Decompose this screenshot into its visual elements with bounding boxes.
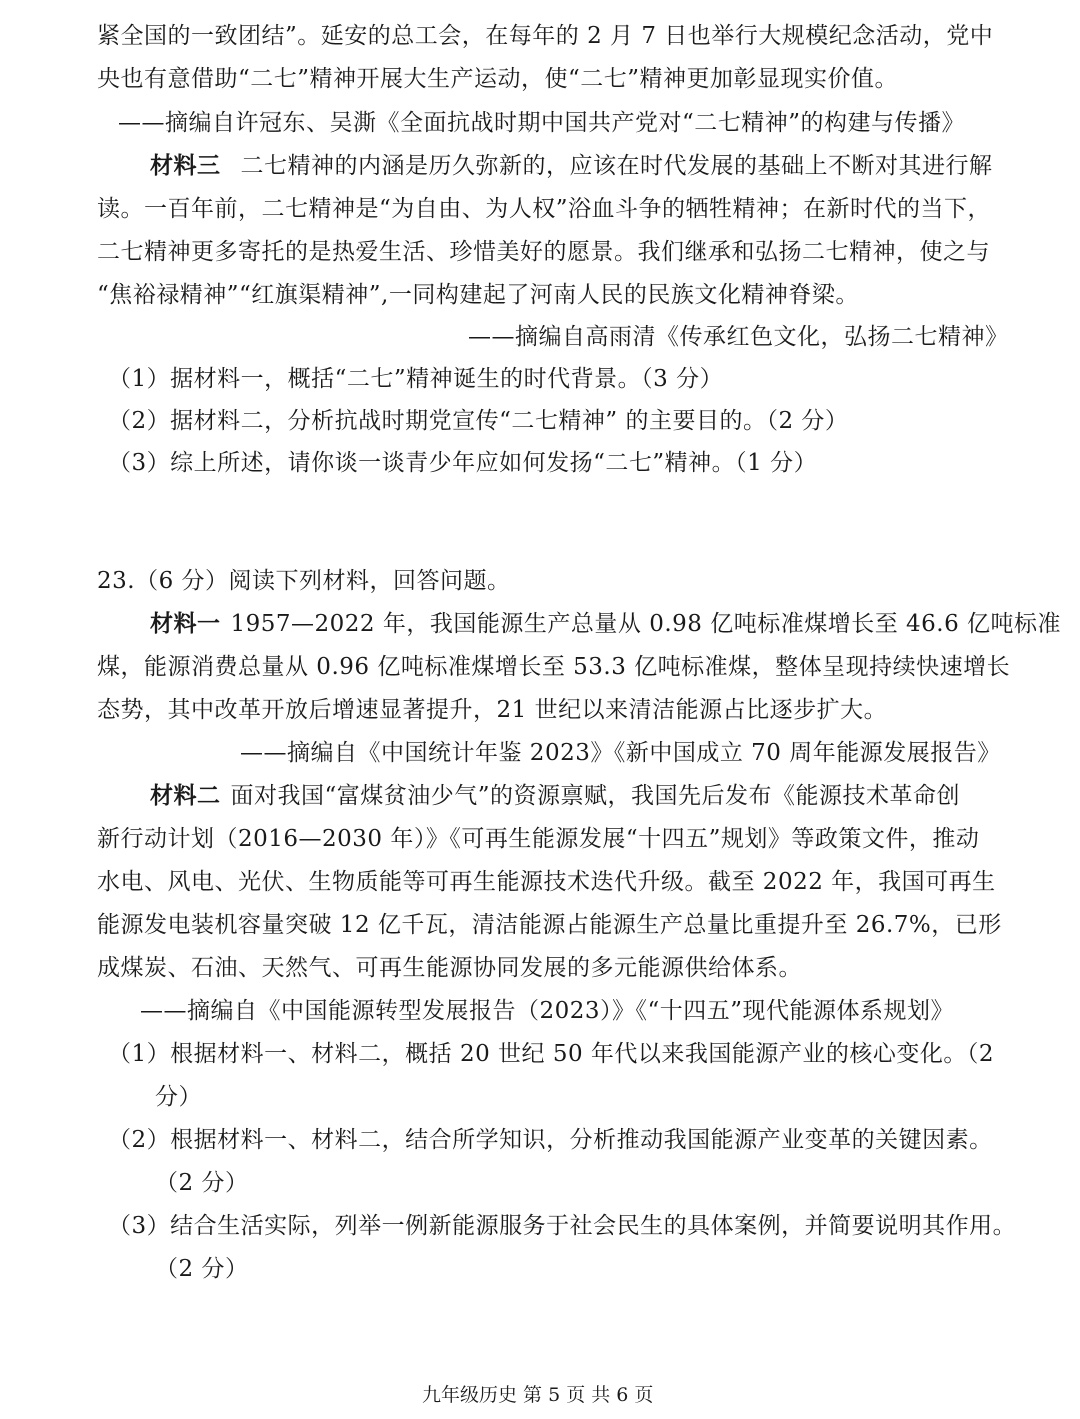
- material3-line-3: 二七精神更多寄托的是热爱生活、珍惜美好的愿景。我们继承和弘扬二七精神，使之与: [97, 239, 990, 265]
- q23-material2-line-3: 水电、风电、光伏、生物质能等可再生能源技术迭代升级。截至 2022 年，我国可再生: [97, 869, 996, 895]
- prev-question-3: （3）综上所述，请你谈一谈青少年应如何发扬“二七”精神。（1 分）: [108, 450, 818, 476]
- material2-tail-line-2: 央也有意借助“二七”精神开展大生产运动，使“二七”精神更加彰显现实价值。: [97, 66, 899, 92]
- q23-material2-line-5: 成煤炭、石油、天然气、可再生能源协同发展的多元能源供给体系。: [97, 955, 802, 981]
- q23-material1-source: ——摘编自《中国统计年鉴 2023》《新中国成立 70 周年能源发展报告》: [240, 740, 1001, 766]
- q23-material2-source: ——摘编自《中国能源转型发展报告（2023）》《“十四五”现代能源体系规划》: [140, 998, 955, 1024]
- page-footer: 九年级历史 第 5 页 共 6 页: [422, 1384, 654, 1406]
- q23-material2-line-1: 面对我国“富煤贫油少气”的资源禀赋，我国先后发布《能源技术革命创: [230, 783, 961, 809]
- q23-material2-line-4: 能源发电装机容量突破 12 亿千瓦，清洁能源占能源生产总量比重提升至 26.7%，已形: [97, 912, 1002, 938]
- q23-question-1-line-1: （1）根据材料一、材料二，概括 20 世纪 50 年代以来我国能源产业的核心变化。（2: [108, 1041, 995, 1067]
- q23-question-2-line-2: （2 分）: [155, 1170, 249, 1196]
- q23-material1-first-line: [150, 609, 1061, 639]
- prev-question-2: （2）据材料二，分析抗战时期党宣传“二七精神” 的主要目的。（2 分）: [108, 408, 849, 434]
- q23-material2-line-2: 新行动计划（2016—2030 年）》《可再生能源发展“十四五”规划》等政策文件，推动: [97, 826, 980, 852]
- material2-tail-line-1: 紧全国的一致团结”。延安的总工会，在每年的 2 月 7 日也举行大规模纪念活动，党中: [97, 23, 994, 49]
- q23-heading: 23.（6 分）阅读下列材料，回答问题。: [97, 568, 511, 594]
- prev-question-1: （1）据材料一，概括“二七”精神诞生的时代背景。（3 分）: [108, 366, 724, 392]
- q23-material1-line-2: 煤，能源消费总量从 0.96 亿吨标准煤增长至 53.3 亿吨标准煤，整体呈现持续快速增长: [97, 654, 1011, 680]
- q23-material1-line-1: 1957—2022 年，我国能源生产总量从 0.98 亿吨标准煤增长至 46.6 亿吨标准: [230, 611, 1062, 637]
- material3-label: 材料三: [150, 152, 221, 179]
- material3-line-1: 二七精神的内涵是历久弥新的，应该在时代发展的基础上不断对其进行解: [240, 153, 993, 179]
- q23-material2-label: 材料二: [150, 782, 221, 809]
- material3-line-4: “焦裕禄精神”“红旗渠精神”,一同构建起了河南人民的民族文化精神脊梁。: [97, 282, 859, 308]
- material3-line-2: 读。一百年前，二七精神是“为自由、为人权”浴血斗争的牺牲精神；在新时代的当下，: [97, 196, 992, 222]
- q23-material1-label: 材料一: [150, 610, 221, 637]
- q23-material1-line-3: 态势，其中改革开放后增速显著提升，21 世纪以来清洁能源占比逐步扩大。: [97, 697, 888, 723]
- q23-question-3-line-2: （2 分）: [155, 1256, 249, 1282]
- material2-source: ——摘编自许冠东、吴澌《全面抗战时期中国共产党对“二七精神”的构建与传播》: [118, 110, 966, 136]
- q23-material2-first-line: [150, 781, 960, 811]
- material3-source: ——摘编自高雨清《传承红色文化，弘扬二七精神》: [468, 324, 1009, 350]
- material3-paragraph-first-line: [150, 151, 993, 181]
- q23-question-3-line-1: （3）结合生活实际，列举一例新能源服务于社会民生的具体案例，并简要说明其作用。: [108, 1213, 1017, 1239]
- q23-question-1-line-2: 分）: [155, 1084, 202, 1110]
- q23-question-2-line-1: （2）根据材料一、材料二，结合所学知识，分析推动我国能源产业变革的关键因素。: [108, 1127, 993, 1153]
